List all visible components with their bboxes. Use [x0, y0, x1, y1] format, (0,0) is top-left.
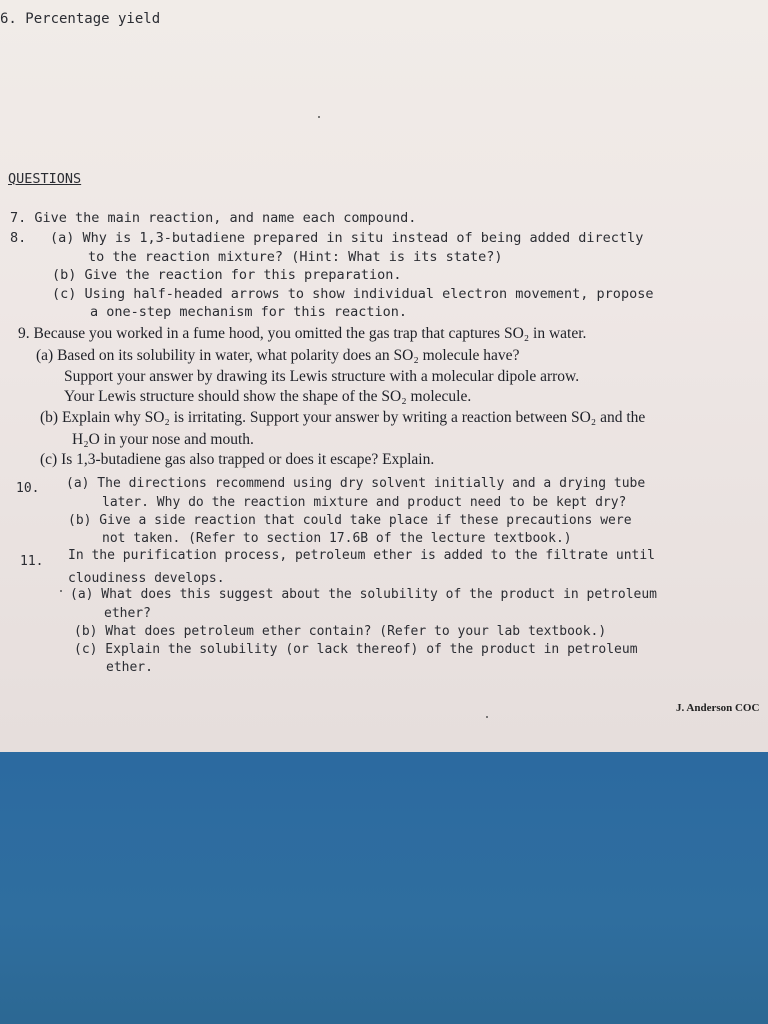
section-title: QUESTIONS: [8, 171, 82, 187]
question-11c-line2: ether.: [106, 660, 153, 675]
question-10b-line1: (b) Give a side reaction that could take place if these precautions were: [68, 513, 632, 528]
question-11-line2: cloudiness develops.: [68, 571, 225, 586]
page-header: 6. Percentage yield: [0, 11, 161, 27]
question-9b-line2: H₂O in your nose and mouth.: [72, 431, 254, 448]
question-8c-line1: (c) Using half-headed arrows to show individual electron movement, propose: [52, 286, 654, 302]
question-9: 9. Because you worked in a fume hood, you omitted the gas trap that captures SO₂ in water.: [18, 325, 587, 342]
question-11-line1: In the purification process, petroleum ether is added to the filtrate until: [68, 548, 655, 563]
question-9a-line3: Your Lewis structure should show the shape of the SO₂ molecule.: [64, 388, 472, 405]
question-8a-line1: (a) Why is 1,3-butadiene prepared in situ instead of being added directly: [50, 230, 644, 246]
paper-speck: [60, 590, 62, 592]
question-9c: (c) Is 1,3-butadiene gas also trapped or does it escape? Explain.: [40, 451, 435, 468]
question-10b-line2: not taken. (Refer to section 17.6B of the lecture textbook.): [102, 531, 572, 546]
question-8c-line2: a one-step mechanism for this reaction.: [90, 304, 407, 320]
author-credit: J. Anderson COC: [676, 702, 760, 714]
question-7: 7. Give the main reaction, and name each compound.: [10, 210, 417, 226]
question-11a-line2: ether?: [104, 606, 151, 621]
question-10-number: 10.: [16, 481, 40, 496]
question-8b: (b) Give the reaction for this preparation.: [52, 267, 402, 283]
question-11c-line1: (c) Explain the solubility (or lack thereof) of the product in petroleum: [74, 642, 638, 657]
paper-speck: [318, 116, 320, 118]
question-10a-line2: later. Why do the reaction mixture and product need to be kept dry?: [102, 495, 627, 510]
question-11a-line1: (a) What does this suggest about the solubility of the product in petroleum: [70, 587, 657, 602]
question-9b-line1: (b) Explain why SO₂ is irritating. Support your answer by writing a reaction between SO₂ and the: [40, 409, 646, 426]
question-9a-line2: Support your answer by drawing its Lewis structure with a molecular dipole arrow.: [64, 368, 580, 385]
question-11b: (b) What does petroleum ether contain? (Refer to your lab textbook.): [74, 624, 607, 639]
paper-speck: [486, 716, 488, 718]
question-8a-line2: to the reaction mixture? (Hint: What is its state?): [88, 249, 503, 265]
question-9a-line1: (a) Based on its solubility in water, what polarity does an SO₂ molecule have?: [36, 347, 520, 364]
desk-surface: [0, 752, 768, 1024]
question-11-number: 11.: [20, 554, 44, 569]
question-8-number: 8.: [10, 230, 27, 246]
question-10a-line1: (a) The directions recommend using dry solvent initially and a drying tube: [66, 476, 646, 491]
